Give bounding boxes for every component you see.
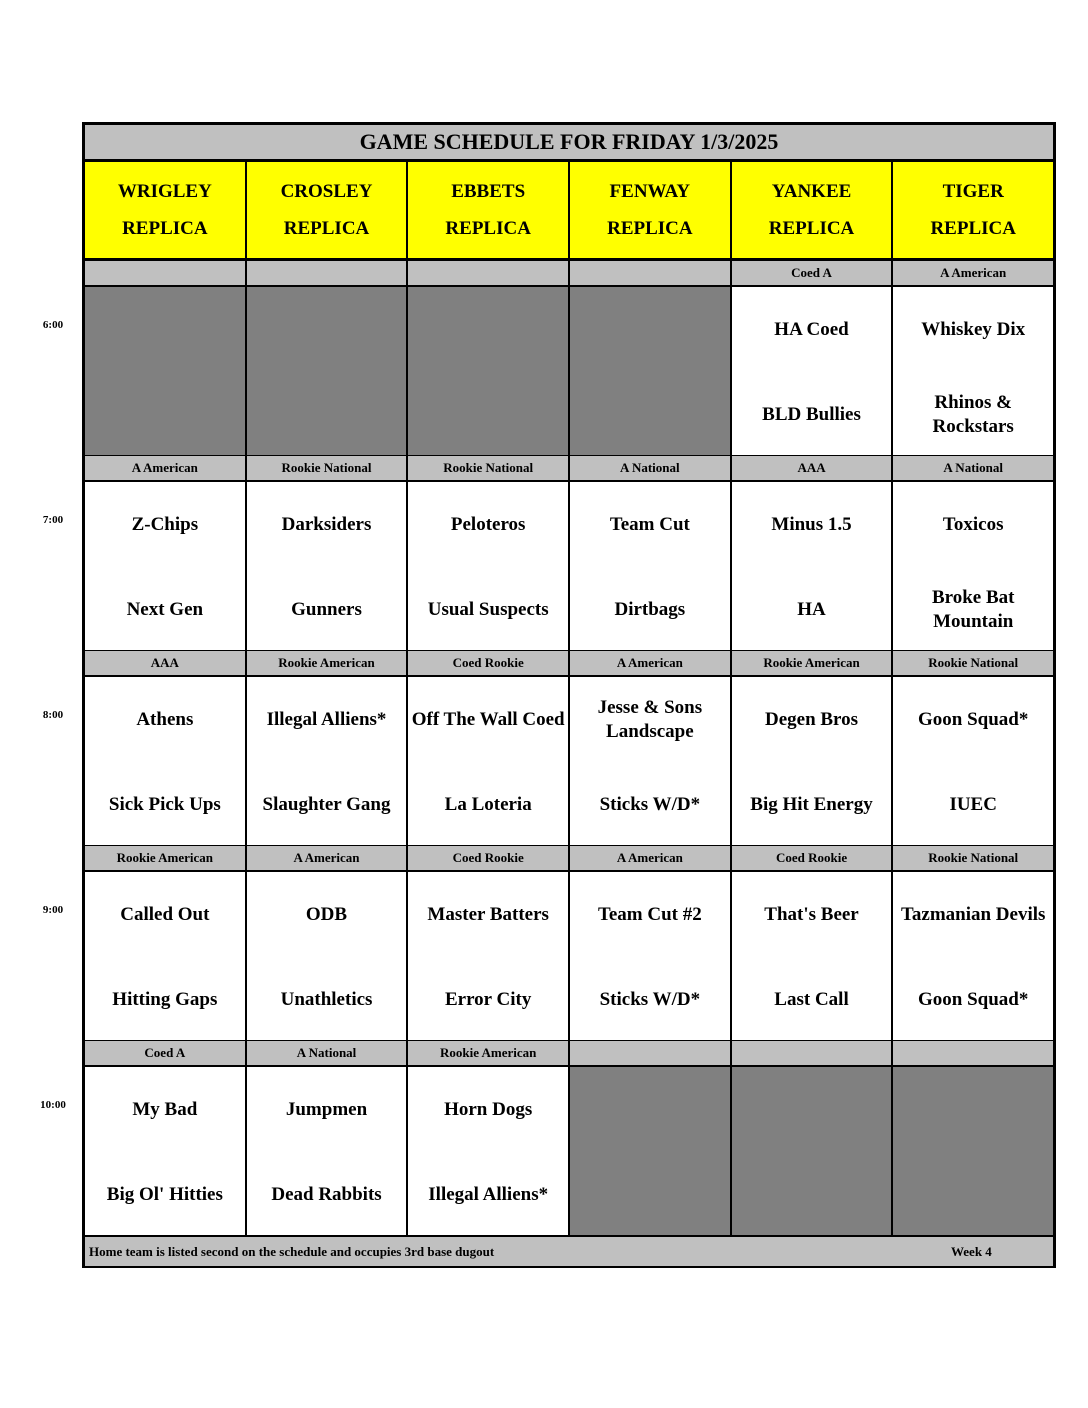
game-cell — [85, 482, 247, 650]
home-team: Goon Squad* — [918, 989, 1029, 1010]
time-slot-block — [85, 846, 1053, 1043]
home-team: La Loteria — [444, 794, 532, 815]
game-row — [85, 482, 1053, 653]
division-label: Coed A — [732, 261, 894, 285]
away-team: Off The Wall Coed — [411, 709, 565, 730]
home-team: Hitting Gaps — [112, 989, 218, 1010]
home-team: Slaughter Gang — [262, 794, 391, 815]
game-cell — [408, 482, 570, 650]
schedule-sheet — [82, 122, 1056, 1268]
home-team: Unathletics — [280, 989, 373, 1010]
game-cell — [893, 872, 1053, 1040]
division-label: Rookie National — [893, 846, 1053, 870]
home-team: HA — [797, 599, 826, 620]
empty-game-cell — [408, 287, 570, 455]
division-label — [732, 1041, 894, 1065]
game-cell — [85, 872, 247, 1040]
field-name: YANKEE — [771, 181, 852, 202]
home-team: Sick Pick Ups — [108, 794, 221, 815]
division-label: A American — [247, 846, 409, 870]
time-label: 10:00 — [40, 1099, 66, 1111]
empty-game-cell — [85, 287, 247, 455]
time-slot-block — [85, 456, 1053, 653]
field-name: EBBETS — [451, 181, 526, 202]
away-team: Whiskey Dix — [921, 319, 1026, 340]
division-label: Rookie American — [732, 651, 894, 675]
away-team: Athens — [136, 709, 194, 730]
time-label: 6:00 — [42, 319, 64, 331]
game-cell — [247, 872, 409, 1040]
home-team: Sticks W/D* — [599, 794, 701, 815]
empty-game-cell — [893, 1067, 1053, 1235]
division-label: A American — [570, 846, 732, 870]
away-team: Jesse & Sons Landscape — [597, 697, 703, 742]
home-team: Big Hit Energy — [750, 794, 873, 815]
division-label: Rookie American — [247, 651, 409, 675]
division-label: A National — [893, 456, 1053, 480]
away-team: Jumpmen — [285, 1099, 368, 1120]
away-team: Called Out — [120, 904, 210, 925]
division-row — [85, 846, 1053, 872]
division-label — [570, 1041, 732, 1065]
field-subtitle: REPLICA — [768, 218, 855, 239]
time-slot-block — [85, 651, 1053, 848]
game-row — [85, 1067, 1053, 1238]
game-cell — [408, 872, 570, 1040]
time-label: 9:00 — [42, 904, 64, 916]
division-label: Rookie National — [408, 456, 570, 480]
division-label: Coed A — [85, 1041, 247, 1065]
division-label: A American — [893, 261, 1053, 285]
away-team: That's Beer — [764, 904, 859, 925]
field-subtitle: REPLICA — [607, 218, 693, 239]
game-cell — [570, 677, 732, 845]
home-team: Last Call — [774, 989, 849, 1010]
home-team: Dead Rabbits — [271, 1184, 382, 1205]
division-label: Coed Rookie — [732, 846, 894, 870]
home-team: Big Ol' Hitties — [106, 1184, 223, 1205]
division-label: AAA — [85, 651, 247, 675]
away-team: Team Cut — [609, 514, 690, 535]
game-cell — [247, 677, 409, 845]
division-label: AAA — [732, 456, 894, 480]
division-label: Rookie National — [247, 456, 409, 480]
away-team: Team Cut #2 — [597, 904, 702, 925]
field-header-wrigley — [85, 162, 247, 258]
game-cell — [570, 872, 732, 1040]
away-team: Tazmanian Devils — [900, 904, 1046, 925]
empty-game-cell — [570, 1067, 732, 1235]
away-team: Toxicos — [942, 514, 1004, 535]
game-cell — [732, 482, 894, 650]
schedule-footer — [85, 1236, 1053, 1266]
division-row — [85, 261, 1053, 287]
field-header-tiger — [893, 162, 1053, 258]
week-label: Week 4 — [951, 1244, 992, 1259]
game-cell — [247, 1067, 409, 1235]
time-slot-block — [85, 261, 1053, 458]
away-team: My Bad — [132, 1099, 198, 1120]
game-cell — [247, 482, 409, 650]
division-label: A American — [570, 651, 732, 675]
division-row — [85, 1041, 1053, 1067]
away-team: Master Batters — [427, 904, 549, 925]
home-team-note: Home team is listed second on the schedule and occupies 3rd base dugout — [89, 1244, 495, 1259]
game-row — [85, 872, 1053, 1043]
game-cell — [893, 677, 1053, 845]
game-cell — [570, 482, 732, 650]
game-cell — [732, 872, 894, 1040]
division-label: A National — [247, 1041, 409, 1065]
away-team: Illegal Alliens* — [266, 709, 387, 730]
division-label: Rookie National — [893, 651, 1053, 675]
time-label: 7:00 — [42, 514, 64, 526]
time-slot-block — [85, 1041, 1053, 1238]
field-name: TIGER — [942, 181, 1004, 202]
empty-game-cell — [732, 1067, 894, 1235]
division-label: A National — [570, 456, 732, 480]
field-header-ebbets — [408, 162, 570, 258]
game-cell — [408, 677, 570, 845]
home-team: Usual Suspects — [427, 599, 549, 620]
field-subtitle: REPLICA — [283, 218, 370, 239]
division-label — [893, 1041, 1053, 1065]
home-team: BLD Bullies — [762, 404, 861, 425]
home-team: Sticks W/D* — [599, 989, 701, 1010]
schedule-title: GAME SCHEDULE FOR FRIDAY 1/3/2025 — [85, 125, 1053, 162]
game-cell — [85, 677, 247, 845]
division-label: Rookie American — [408, 1041, 570, 1065]
field-subtitle: REPLICA — [930, 218, 1016, 239]
field-name: FENWAY — [609, 181, 691, 202]
game-cell — [85, 1067, 247, 1235]
time-label: 8:00 — [42, 709, 64, 721]
field-header-crosley — [247, 162, 409, 258]
game-cell — [408, 1067, 570, 1235]
away-team: Horn Dogs — [444, 1099, 533, 1120]
field-subtitle: REPLICA — [122, 218, 208, 239]
division-row — [85, 651, 1053, 677]
home-team: Illegal Alliens* — [428, 1184, 549, 1205]
game-cell — [732, 677, 894, 845]
home-team: Rhinos & Rockstars — [932, 392, 1014, 437]
division-label: Rookie American — [85, 846, 247, 870]
home-team: Gunners — [291, 599, 362, 620]
away-team: Degen Bros — [764, 709, 859, 730]
home-team: Dirtbags — [614, 599, 686, 620]
division-label — [247, 261, 409, 285]
away-team: Peloteros — [450, 514, 526, 535]
game-cell — [893, 287, 1053, 455]
home-team: Next Gen — [126, 599, 204, 620]
away-team: Minus 1.5 — [771, 514, 852, 535]
division-label — [408, 261, 570, 285]
game-row — [85, 287, 1053, 458]
division-label — [85, 261, 247, 285]
home-team: Error City — [444, 989, 532, 1010]
home-team: Broke Bat Mountain — [931, 587, 1015, 632]
away-team: ODB — [305, 904, 348, 925]
away-team: Z-Chips — [131, 514, 199, 535]
away-team: Darksiders — [281, 514, 372, 535]
field-subtitle: REPLICA — [445, 218, 531, 239]
division-label: A American — [85, 456, 247, 480]
field-header-yankee — [732, 162, 894, 258]
empty-game-cell — [570, 287, 732, 455]
away-team: HA Coed — [774, 319, 849, 340]
game-cell — [732, 287, 894, 455]
division-label: Coed Rookie — [408, 651, 570, 675]
field-name: WRIGLEY — [117, 181, 212, 202]
division-label — [570, 261, 732, 285]
game-cell — [893, 482, 1053, 650]
field-name: CROSLEY — [280, 181, 373, 202]
away-team: Goon Squad* — [918, 709, 1029, 730]
field-header-row — [85, 162, 1053, 261]
empty-game-cell — [247, 287, 409, 455]
field-header-fenway — [570, 162, 732, 258]
division-row — [85, 456, 1053, 482]
game-row — [85, 677, 1053, 848]
division-label: Coed Rookie — [408, 846, 570, 870]
home-team: IUEC — [949, 794, 997, 815]
